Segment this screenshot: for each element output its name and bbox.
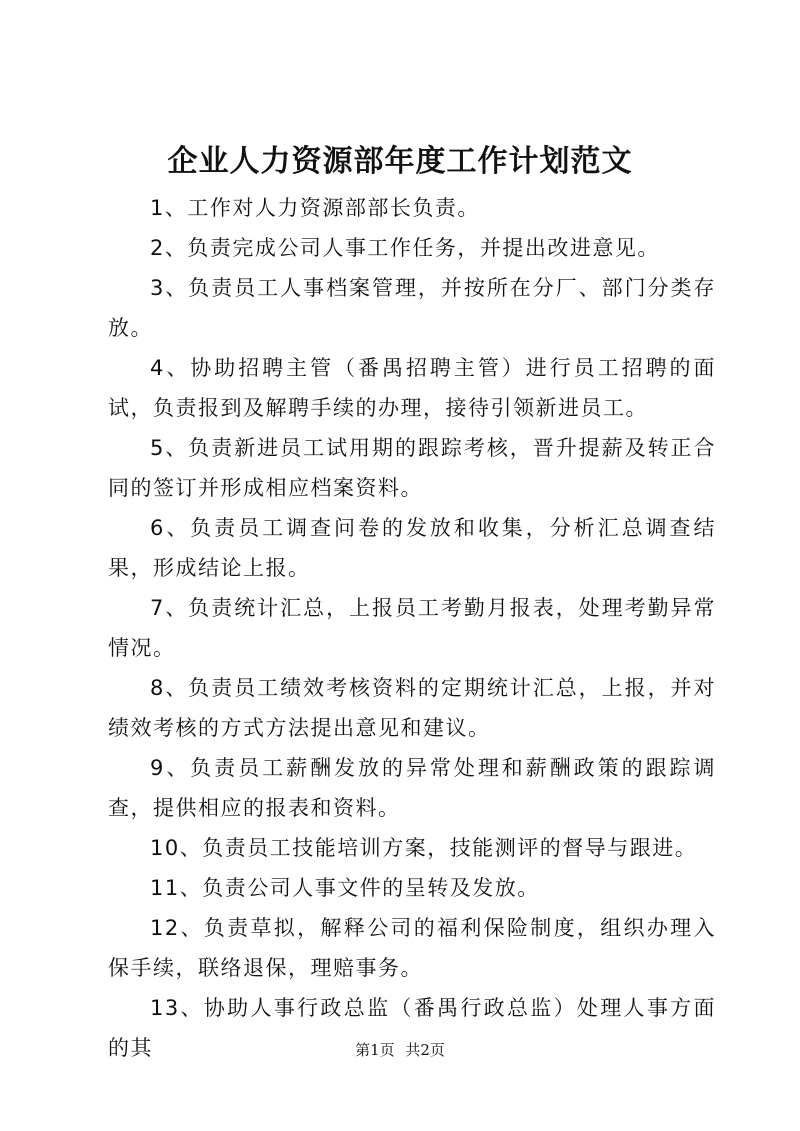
- paragraph-6: 6、负责员工调查问卷的发放和收集，分析汇总调查结果，形成结论上报。: [108, 516, 716, 580]
- paragraph-8: 8、负责员工绩效考核资料的定期统计汇总，上报，并对绩效考核的方式方法提出意见和建议。: [108, 676, 716, 740]
- paragraph-10: 10、负责员工技能培训方案，技能测评的督导与跟进。: [150, 836, 698, 860]
- paragraph-5: 5、负责新进员工试用期的跟踪考核，晋升提薪及转正合同的签订并形成相应档案资料。: [108, 436, 716, 500]
- document-body: [108, 188, 716, 1068]
- paragraph-12: 12、负责草拟，解释公司的福利保险制度，组织办理入保手续，联络退保，理赔事务。: [108, 916, 716, 980]
- paragraph-9: 9、负责员工薪酬发放的异常处理和薪酬政策的跟踪调查，提供相应的报表和资料。: [108, 756, 716, 820]
- paragraph-11: 11、负责公司人事文件的呈转及发放。: [150, 876, 540, 900]
- paragraph-7: 7、负责统计汇总，上报员工考勤月报表，处理考勤异常情况。: [108, 596, 716, 660]
- paragraph-3: 3、负责员工人事档案管理，并按所在分厂、部门分类存放。: [108, 276, 716, 340]
- paragraph-4: 4、协助招聘主管（番禺招聘主管）进行员工招聘的面试，负责报到及解聘手续的办理，接待引领新进员工。: [108, 356, 716, 420]
- document-title: 企业人力资源部年度工作计划范文: [167, 144, 633, 179]
- paragraph-13: 13、协助人事行政总监（番禺行政总监）处理人事方面的其: [108, 996, 716, 1060]
- paragraph-2: 2、负责完成公司人事工作任务，并提出改进意见。: [150, 236, 660, 260]
- paragraph-1: 1、工作对人力资源部部长负责。: [150, 196, 480, 220]
- page-footer: 第1页 共2页: [355, 1041, 445, 1059]
